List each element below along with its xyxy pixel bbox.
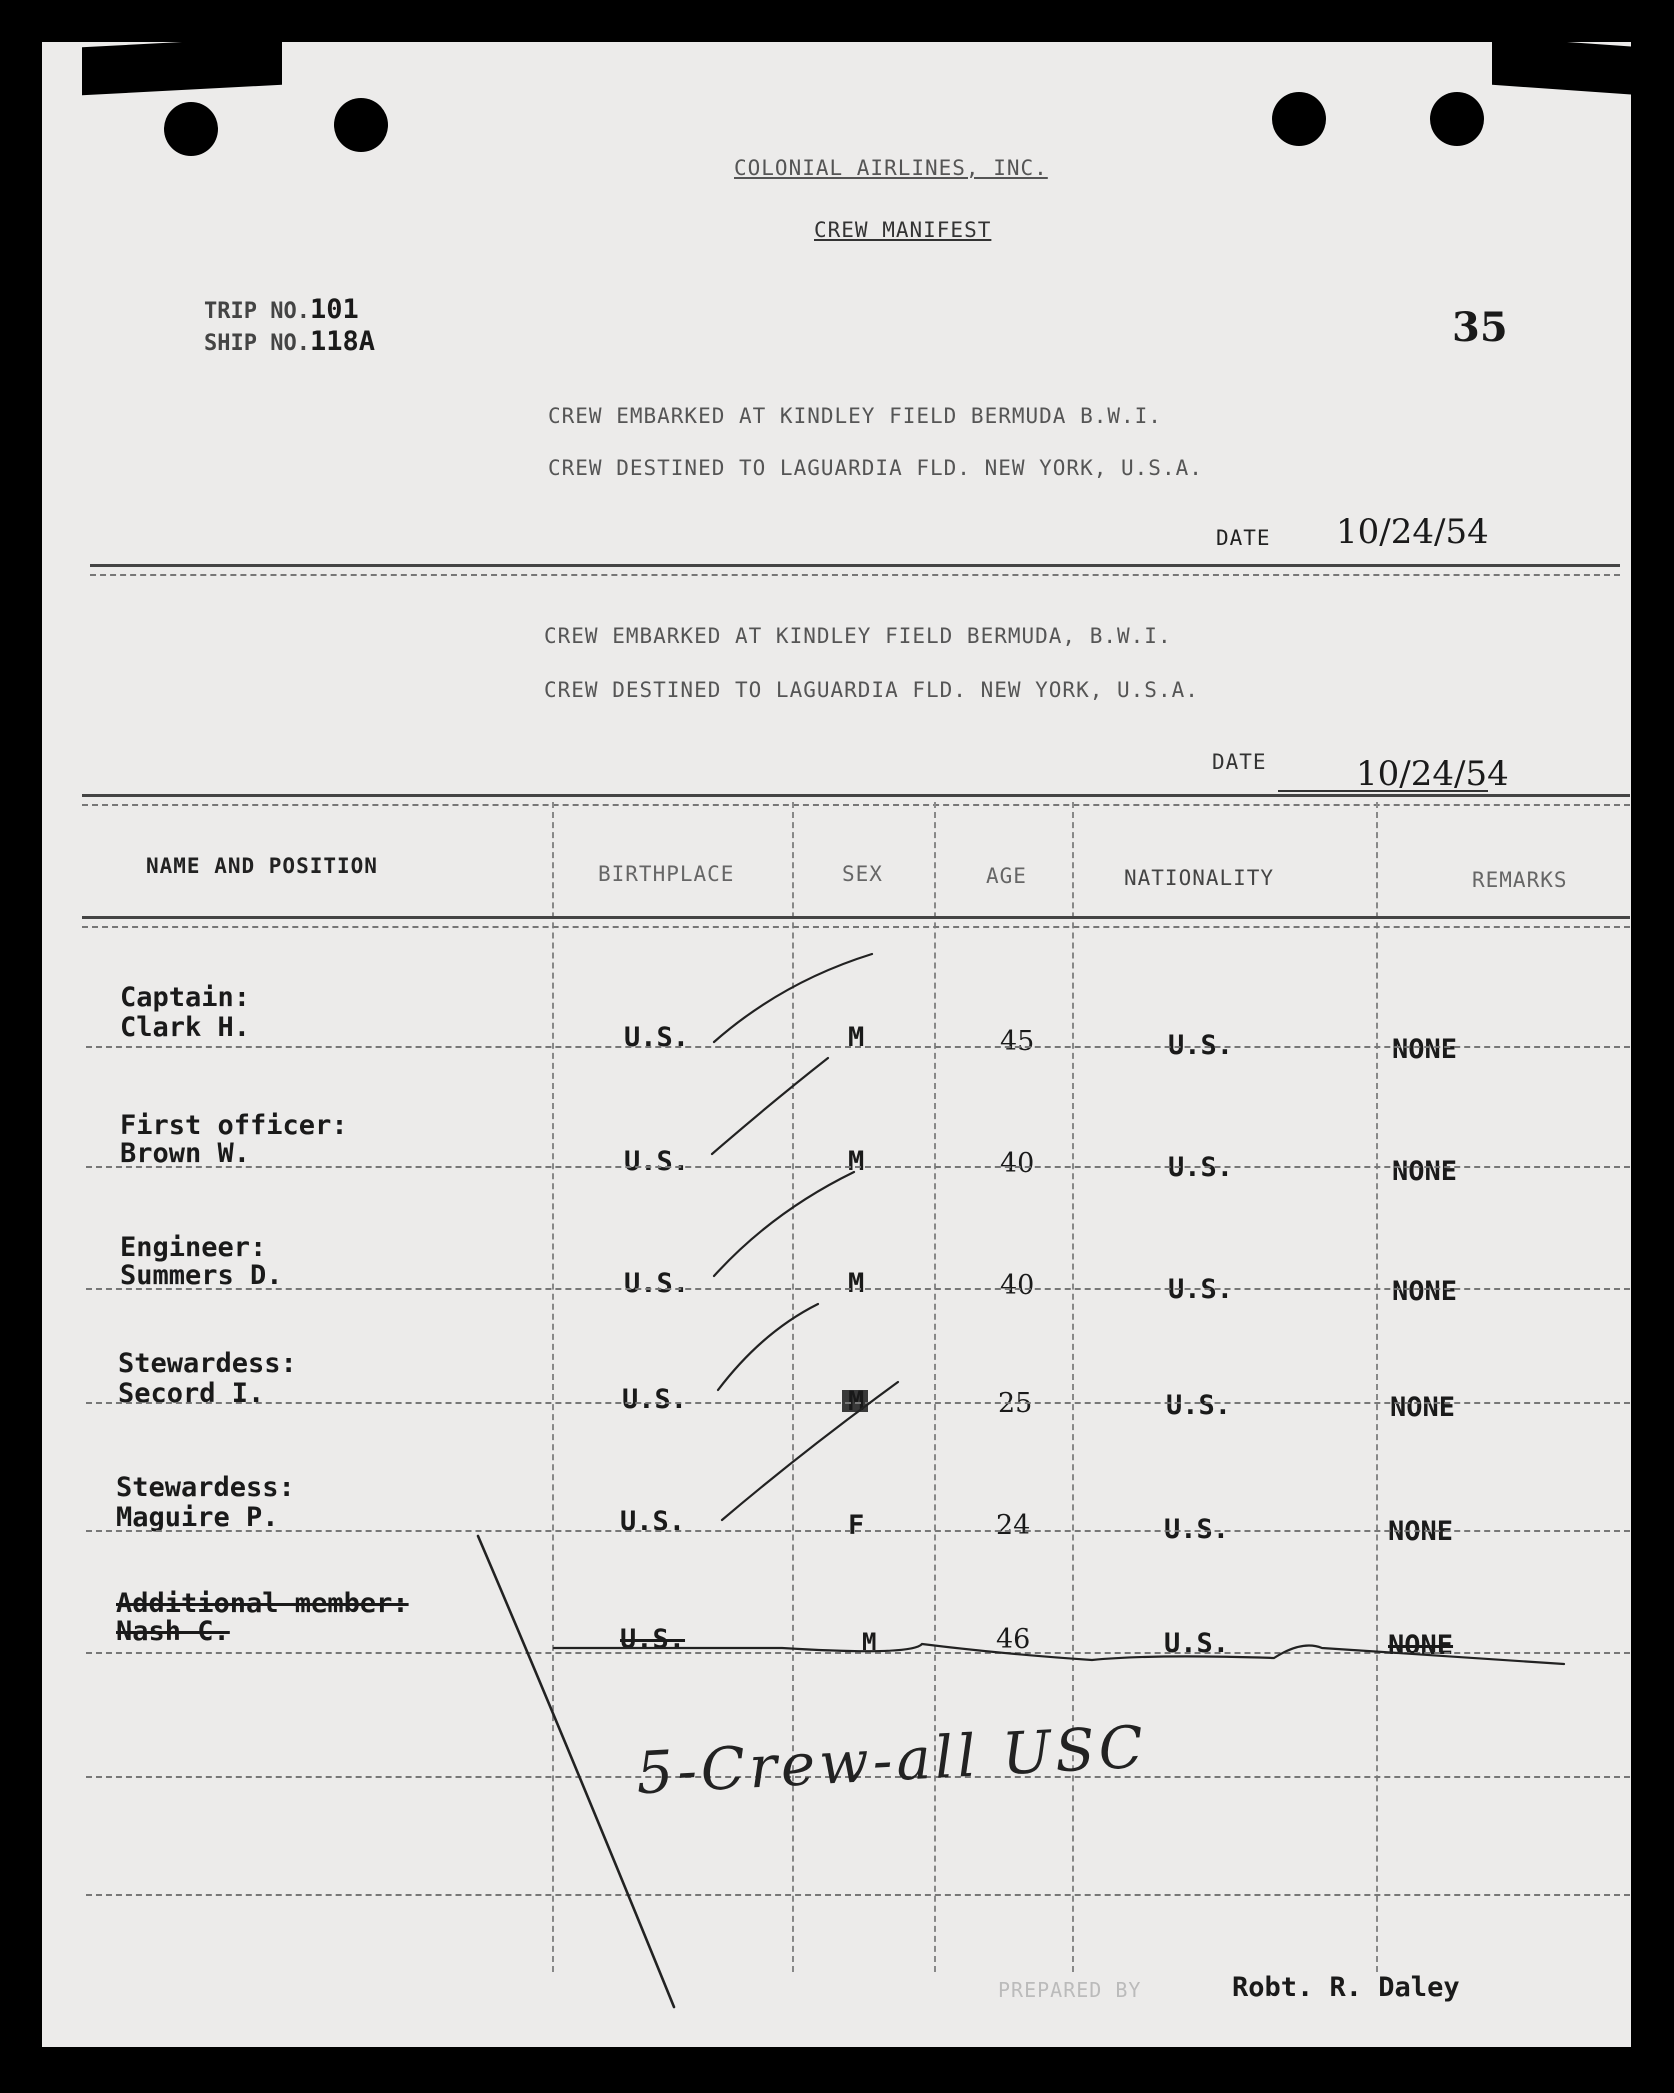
row-2-position: First officer: bbox=[120, 1110, 348, 1141]
destined-line-2: CREW DESTINED TO LAGUARDIA FLD. NEW YORK, U.S.A. bbox=[544, 678, 1199, 702]
row-2-remarks: NONE bbox=[1392, 1156, 1458, 1187]
row-1-name: Clark H. bbox=[120, 1012, 251, 1043]
row-1-age: 45 bbox=[1000, 1026, 1035, 1057]
row-4-remarks: NONE bbox=[1390, 1392, 1456, 1423]
row-1-sex: M bbox=[848, 1022, 865, 1053]
tick-mark-row-1 bbox=[714, 954, 872, 1042]
document-title: CREW MANIFEST bbox=[814, 218, 992, 242]
row-3-name: Summers D. bbox=[120, 1260, 283, 1291]
handwritten-note: 5-Crew-all USC bbox=[634, 1712, 1149, 1808]
row-6-nationality: U.S. bbox=[1164, 1628, 1230, 1659]
header-birthplace: BIRTHPLACE bbox=[598, 862, 735, 886]
row-4-position: Stewardess: bbox=[118, 1348, 297, 1379]
row-4-birthplace: U.S. bbox=[622, 1384, 688, 1415]
row-1-birthplace: U.S. bbox=[624, 1022, 690, 1053]
prepared-by-label: PREPARED BY bbox=[998, 1978, 1142, 2002]
row-6-name: Nash C. bbox=[116, 1616, 230, 1647]
row-1-position: Captain: bbox=[120, 982, 251, 1013]
row-5-remarks: NONE bbox=[1388, 1516, 1454, 1547]
row-1-nationality: U.S. bbox=[1168, 1030, 1234, 1061]
company-name: COLONIAL AIRLINES, INC. bbox=[734, 156, 1048, 180]
ship-number: SHIP NO.118A bbox=[204, 326, 375, 357]
row-3-nationality: U.S. bbox=[1168, 1274, 1234, 1305]
row-5-name: Maguire P. bbox=[116, 1502, 279, 1533]
date-label-1: DATE bbox=[1216, 526, 1271, 550]
embarked-line-2: CREW EMBARKED AT KINDLEY FIELD BERMUDA, B.W.I. bbox=[544, 624, 1172, 648]
tick-mark-row-5 bbox=[722, 1382, 898, 1520]
row-3-sex: M bbox=[848, 1268, 865, 1299]
row-2-age: 40 bbox=[1000, 1148, 1035, 1179]
row-4-age: 25 bbox=[998, 1388, 1033, 1419]
header-remarks: REMARKS bbox=[1472, 868, 1568, 892]
row-1-remarks: NONE bbox=[1392, 1034, 1458, 1065]
row-4-nationality: U.S. bbox=[1166, 1390, 1232, 1421]
tick-mark-row-2 bbox=[712, 1058, 828, 1154]
date-value-1: 10/24/54 bbox=[1336, 512, 1489, 552]
embarked-line-1: CREW EMBARKED AT KINDLEY FIELD BERMUDA B.W.I. bbox=[548, 404, 1162, 428]
row-5-position: Stewardess: bbox=[116, 1472, 295, 1503]
row-4-name: Secord I. bbox=[118, 1378, 265, 1409]
header-name-position: NAME AND POSITION bbox=[146, 854, 378, 878]
row-2-nationality: U.S. bbox=[1168, 1152, 1234, 1183]
row-5-birthplace: U.S. bbox=[620, 1506, 686, 1537]
row-3-position: Engineer: bbox=[120, 1232, 267, 1263]
row-3-birthplace: U.S. bbox=[624, 1268, 690, 1299]
row-2-sex: M bbox=[848, 1146, 865, 1177]
header-sex: SEX bbox=[842, 862, 883, 886]
page-number: 35 bbox=[1452, 304, 1508, 351]
tick-mark-row-3 bbox=[714, 1172, 854, 1276]
row-2-birthplace: U.S. bbox=[624, 1146, 690, 1177]
header-age: AGE bbox=[986, 864, 1027, 888]
manifest-page bbox=[42, 42, 1631, 2047]
row-5-nationality: U.S. bbox=[1164, 1514, 1230, 1545]
row-6-sex: M bbox=[862, 1628, 877, 1656]
row-2-name: Brown W. bbox=[120, 1138, 251, 1169]
date-value-2: 10/24/54 bbox=[1356, 754, 1509, 794]
destined-line-1: CREW DESTINED TO LAGUARDIA FLD. NEW YORK, U.S.A. bbox=[548, 456, 1203, 480]
row-5-sex: F bbox=[848, 1510, 865, 1541]
trip-number: TRIP NO.101 bbox=[204, 294, 359, 325]
row-6-remarks: NONE bbox=[1388, 1630, 1454, 1661]
header-nationality: NATIONALITY bbox=[1124, 866, 1275, 890]
prepared-by-name: Robt. R. Daley bbox=[1232, 1972, 1460, 2003]
row-6-position: Additional member: bbox=[116, 1588, 409, 1619]
row-6-age: 46 bbox=[996, 1624, 1031, 1655]
row-3-remarks: NONE bbox=[1392, 1276, 1458, 1307]
row-6-birthplace: U.S. bbox=[620, 1624, 686, 1655]
strike-line-row-6 bbox=[554, 1644, 1564, 1664]
row-5-age: 24 bbox=[996, 1510, 1031, 1541]
date-label-2: DATE bbox=[1212, 750, 1267, 774]
row-3-age: 40 bbox=[1000, 1270, 1035, 1301]
tick-mark-row-4 bbox=[718, 1304, 818, 1390]
